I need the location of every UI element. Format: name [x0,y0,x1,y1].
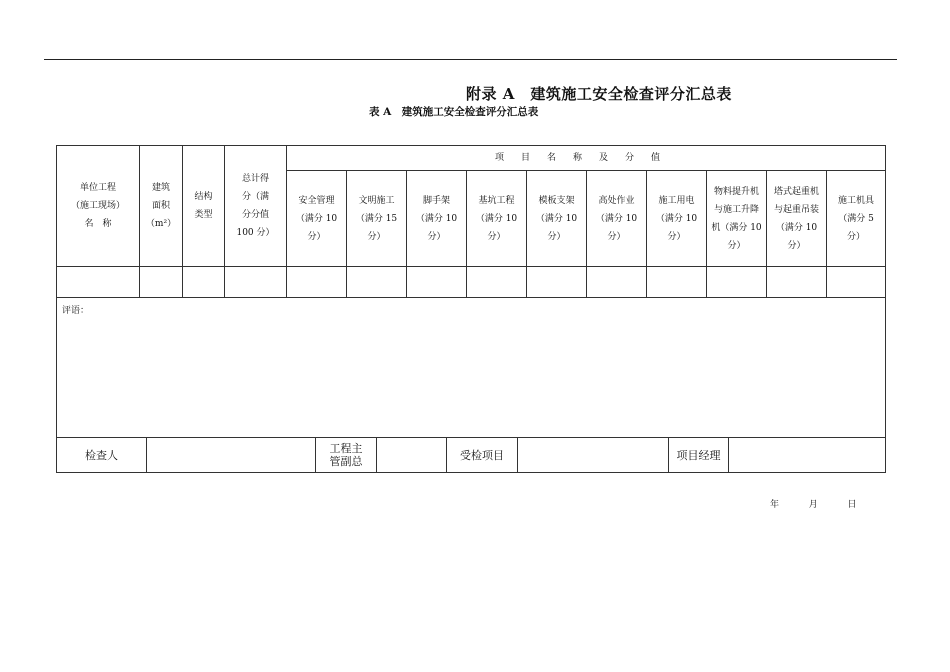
structure-label [194,188,212,224]
total-score-header [225,146,287,267]
structure-line-1: 结构 [194,192,213,202]
project-1-line-1: 安全管理 [298,195,335,206]
score-cell[interactable] [827,267,886,298]
score-cell[interactable] [407,267,467,298]
project-9-line-2: 与起重吊装 [773,204,819,215]
project-2-line-3: 分） [367,231,386,242]
project-8-line-3: 机（满分 10 [711,222,762,233]
score-cell[interactable] [587,267,647,298]
project-8-line-4: 分） [727,240,746,251]
score-cell[interactable] [347,267,407,298]
total-line-3: 分分值 [241,210,269,220]
date-month: 月 [808,500,818,510]
project-score-header [287,146,886,171]
project-1-line-2: （满分 10 [295,213,338,224]
project-9-line-3: （满分 10 [775,222,818,233]
area-value-cell[interactable] [140,267,183,298]
chief-engineer-label [316,438,377,473]
date-day: 日 [847,500,857,510]
structure-header [183,146,225,267]
project-5-line-1: 模板支架 [538,195,575,206]
table-caption: 表 A 建筑施工安全检查评分汇总表 [369,106,539,118]
project-machinery [827,171,886,267]
project-4-line-1: 基坑工程 [478,195,515,206]
score-entry-row [57,267,886,298]
top-rule [44,59,897,60]
structure-line-2: 类型 [194,210,213,220]
project-electricity [647,171,707,267]
project-hoists [707,171,767,267]
total-line-1: 总计得 [241,174,269,184]
project-7-line-3: 分） [667,231,686,242]
project-9-line-4: 分） [787,240,806,251]
signature-table [56,437,886,473]
project-foundation-pit [467,171,527,267]
page-title: 附录 A 建筑施工安全检查评分汇总表 [466,85,732,103]
comment-area[interactable] [57,298,886,438]
project-manager-signature-field[interactable] [729,438,886,473]
total-score-value-cell[interactable] [225,267,287,298]
project-4-line-2: （满分 10 [475,213,518,224]
project-2-line-1: 文明施工 [358,195,395,206]
area-line-3: （m²） [145,219,177,229]
score-cell[interactable] [467,267,527,298]
project-scaffolding [407,171,467,267]
chief-engineer-line-1: 工程主 [329,442,363,455]
project-6-line-2: （满分 10 [595,213,638,224]
project-6-line-1: 高处作业 [598,195,635,206]
project-10-line-1: 施工机具 [838,195,875,206]
project-8-line-1: 物料提升机 [713,186,759,197]
project-7-line-2: （满分 10 [655,213,698,224]
chief-engineer-signature-field[interactable] [377,438,447,473]
inspected-project-field[interactable] [518,438,669,473]
project-tower-crane [767,171,827,267]
total-line-4: 100 分） [236,228,275,238]
score-cell[interactable] [527,267,587,298]
project-3-line-2: （满分 10 [415,213,458,224]
score-cell[interactable] [647,267,707,298]
score-cell[interactable] [707,267,767,298]
project-civilized-construction [347,171,407,267]
unit-project-label [71,179,125,233]
total-line-2: 分（满 [241,192,269,202]
project-3-line-1: 脚手架 [422,195,450,206]
date-line [770,497,857,510]
project-work-at-height [587,171,647,267]
inspected-project-label: 受检项目 [447,438,518,473]
score-cell[interactable] [287,267,347,298]
project-9-line-1: 塔式起重机 [773,186,819,197]
unit-project-value-cell[interactable] [57,267,140,298]
area-line-1: 建筑 [151,183,170,193]
project-6-line-3: 分） [607,231,626,242]
area-header [140,146,183,267]
inspector-label: 检查人 [57,438,147,473]
score-cell[interactable] [767,267,827,298]
unit-project-line-3: 名 称 [84,219,112,229]
total-score-label [236,170,274,242]
project-1-line-3: 分） [307,231,326,242]
project-2-line-2: （满分 15 [355,213,398,224]
project-safety-management [287,171,347,267]
project-score-label: 项目名称及分值 [495,153,678,163]
summary-sheet [56,145,885,473]
inspector-signature-field[interactable] [147,438,316,473]
unit-project-line-2: （施工现场） [70,201,125,211]
date-year: 年 [770,500,780,510]
comment-row [57,298,886,438]
area-label [146,179,176,233]
project-5-line-3: 分） [547,231,566,242]
area-line-2: 面积 [151,201,170,211]
unit-project-line-1: 单位工程 [79,183,116,193]
comment-label: 评语： [62,306,90,316]
chief-engineer-line-2: 管副总 [329,455,363,468]
project-7-line-1: 施工用电 [658,195,695,206]
structure-value-cell[interactable] [183,267,225,298]
score-table [56,145,886,438]
project-manager-label: 项目经理 [669,438,729,473]
project-10-line-2: （满分 5 [838,213,874,224]
project-3-line-3: 分） [427,231,446,242]
project-4-line-3: 分） [487,231,506,242]
project-10-line-3: 分） [847,231,866,242]
project-5-line-2: （满分 10 [535,213,578,224]
project-formwork [527,171,587,267]
unit-project-header [57,146,140,267]
project-8-line-2: 与施工升降 [713,204,759,215]
